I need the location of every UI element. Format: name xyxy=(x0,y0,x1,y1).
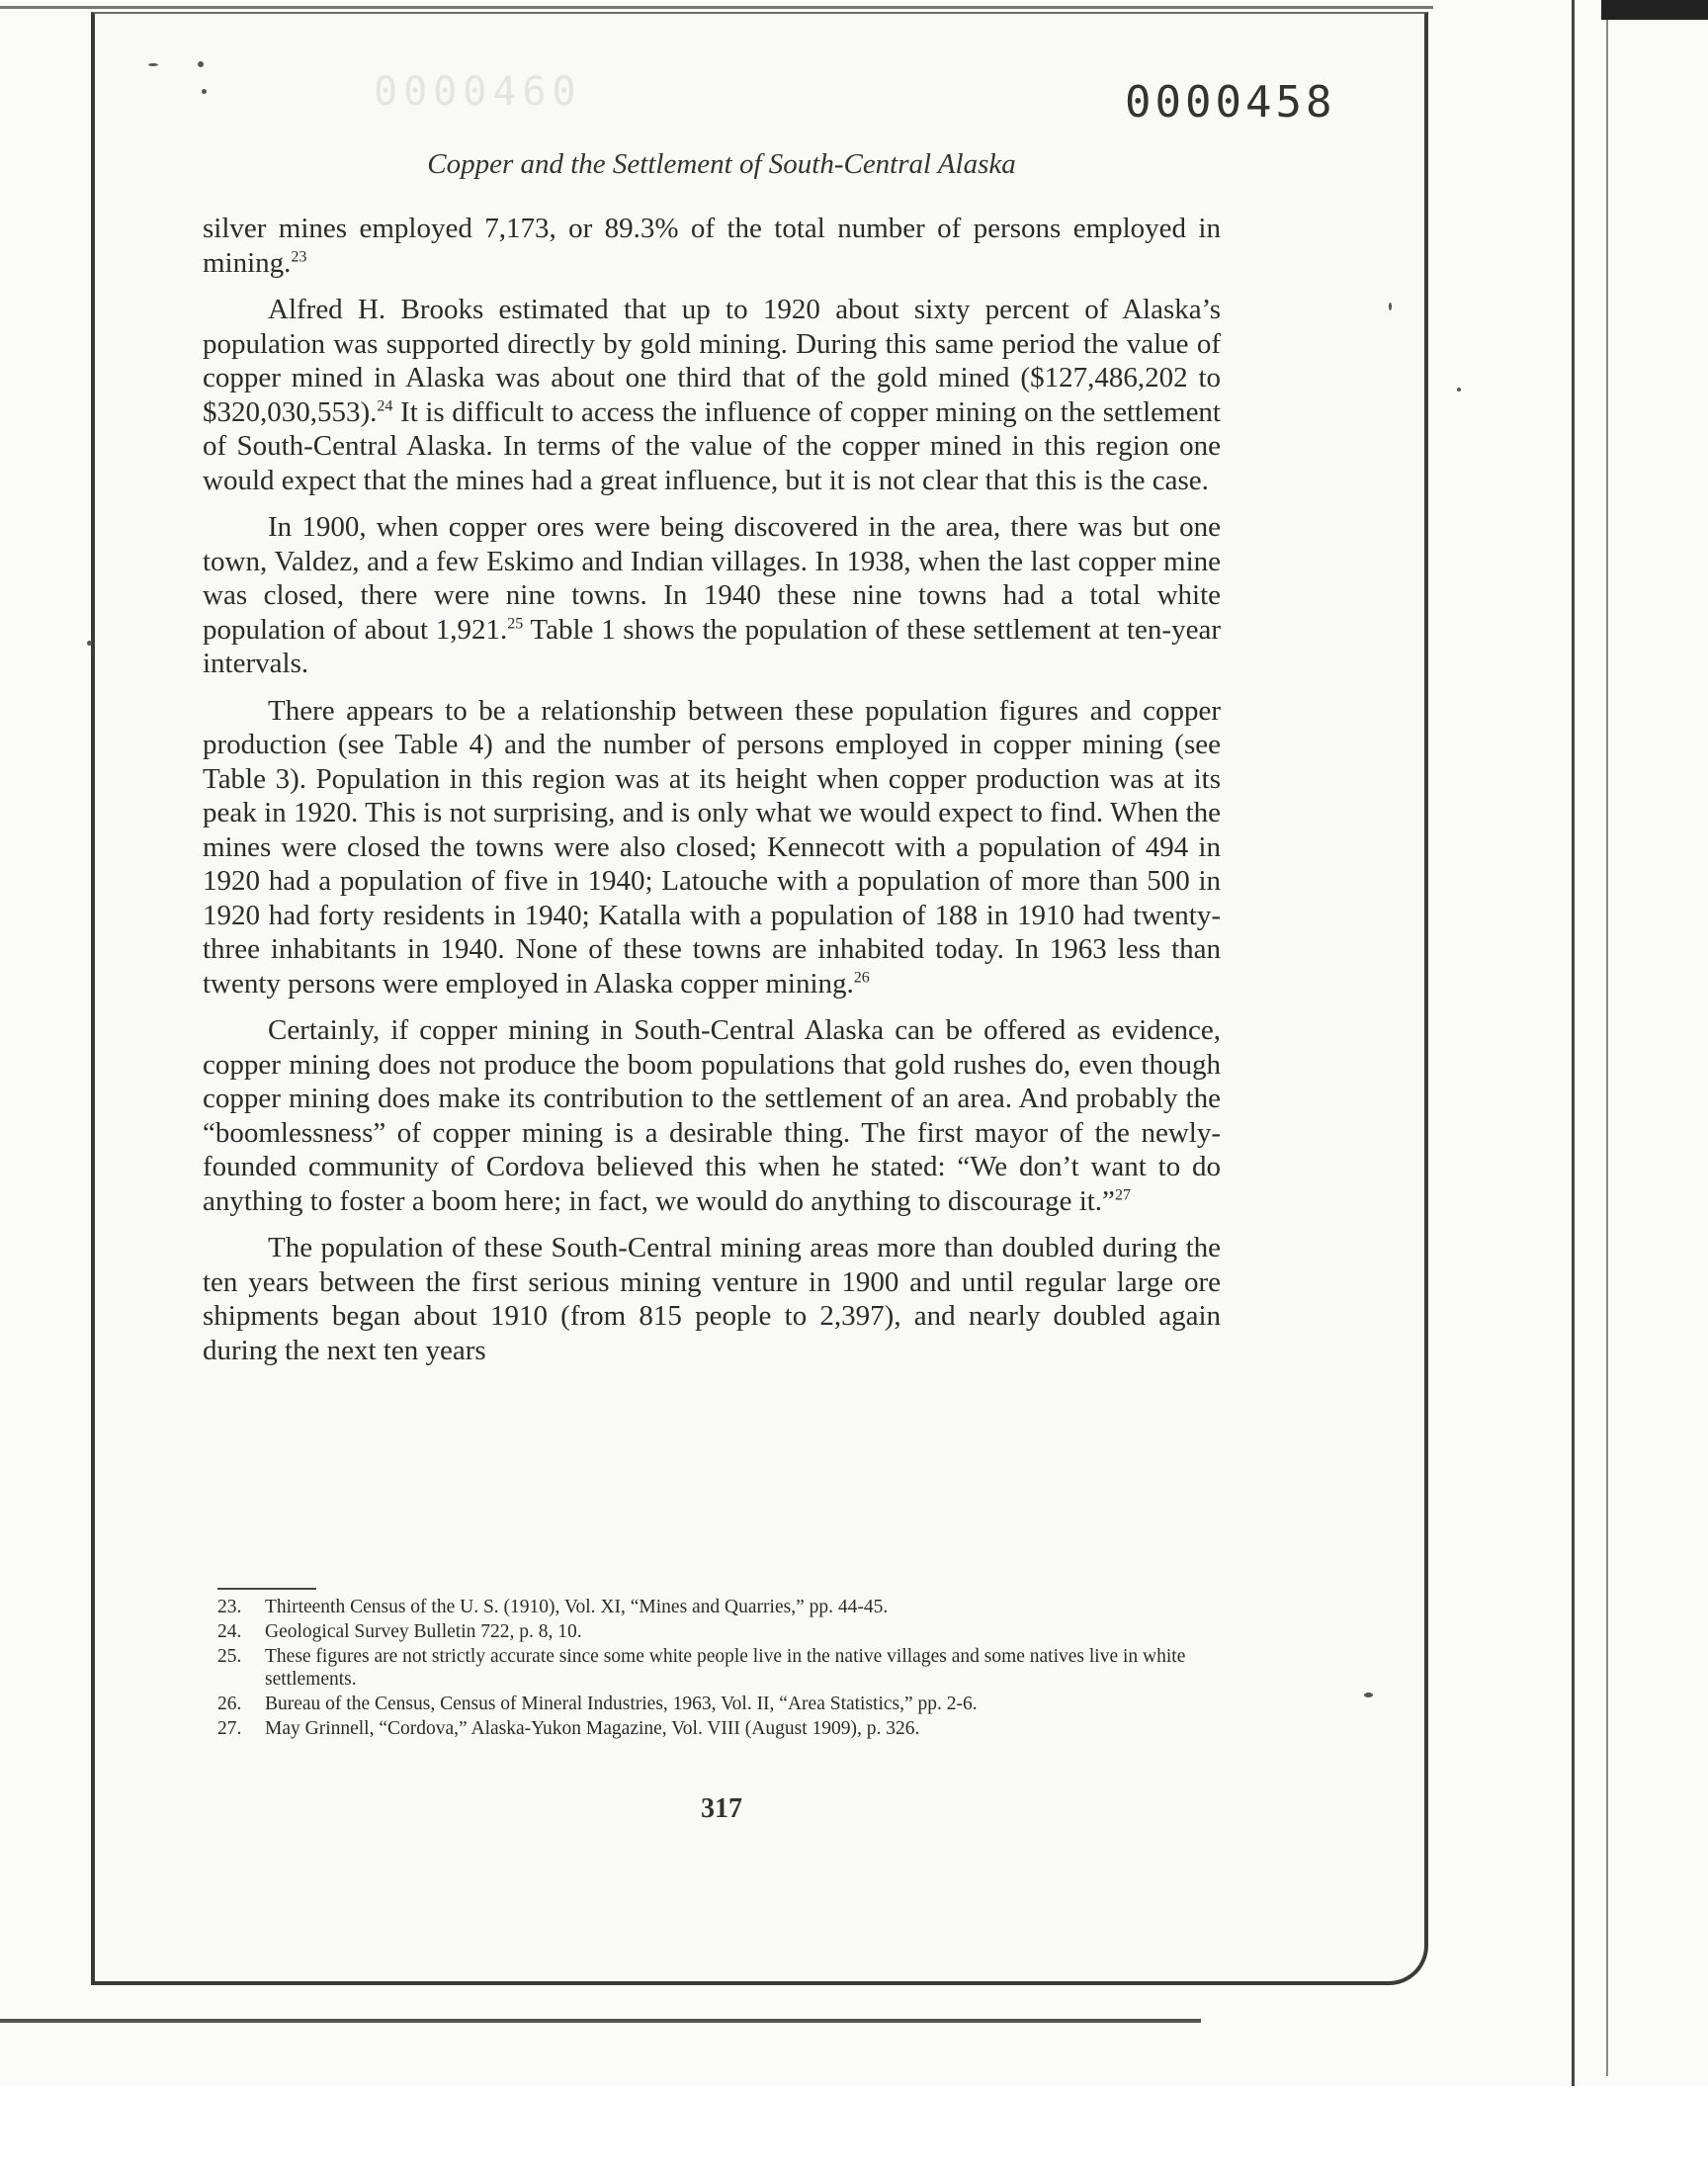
footnote-ref: 25 xyxy=(507,614,524,632)
paragraph: In 1900, when copper ores were being discovered in the area, there was but one town, Valdez, and a few Eskimo and Indian villages. In 1938, when the last copper mine was closed, there were nine towns. In 1940 these nine towns had a total white population of about 1,921.25 Table 1 shows the population of these settlement at ten-year intervals. xyxy=(203,511,1221,679)
scan-speck xyxy=(202,89,207,94)
scan-speck xyxy=(1364,1693,1373,1697)
footnote-ref: 23 xyxy=(291,247,307,265)
footnote-rule xyxy=(217,1588,316,1590)
running-head: Copper and the Settlement of South-Central Alaska xyxy=(427,148,1016,180)
footnote-ref: 27 xyxy=(1114,1185,1131,1203)
top-edge-line xyxy=(0,6,1433,9)
scan-speck xyxy=(1389,303,1392,310)
scan-speck xyxy=(1457,388,1461,392)
scan-margin xyxy=(0,2086,1708,2175)
footnote-ref: 26 xyxy=(853,968,870,986)
page-number: 317 xyxy=(701,1793,742,1824)
right-edge-line-outer xyxy=(1606,20,1608,2076)
footnote: 24. Geological Survey Bulletin 722, p. 8, 10. xyxy=(217,1621,582,1642)
footnote: 26. Bureau of the Census, Census of Mineral Industries, 1963, Vol. II, “Area Statistics,” pp. 2-6. xyxy=(217,1694,978,1714)
body-text xyxy=(203,212,1221,1380)
paragraph: There appears to be a relationship between these population figures and copper production (see Table 4) and the number of persons employed in copper mining (see Table 3). Population in this region was at its height when copper production was at its peak in 1920. This is not surprising, and is only what we would expect to find. When the mines were closed the towns were also closed; Kennecott with a population of 494 in 1920 had a population of five in 1940; Latouche with a population of more than 500 in 1920 had forty residents in 1940; Katalla with a population of 188 in 1910 had twenty-three inhabitants in 1940. None of these towns are inhabited today. In 1963 less than twenty persons were employed in Alaska copper mining.$^{26}$ xyxy=(203,694,1221,1000)
scan-speck xyxy=(148,63,158,66)
document-stamp-number: 0000458 xyxy=(1125,77,1336,128)
scan-speck xyxy=(198,61,204,67)
paragraph: The population of these South-Central mining areas more than doubled during the ten years between the first serious mining venture in 1900 and until regular large ore shipments began about 1910 (from 815 people to 2,397), and nearly doubled again during the next ten years xyxy=(203,1232,1221,1366)
bottom-edge-line xyxy=(0,2019,1201,2023)
footnote: 25. These figures are not strictly accurate since some white people live in the native villages and some natives live in white settlements. xyxy=(217,1646,1186,1690)
scan-speck xyxy=(87,641,92,646)
stamp-bleedthrough: 0000460 xyxy=(374,69,582,115)
footnote: 27. May Grinnell, “Cordova,” Alaska-Yukon Magazine, Vol. VIII (August 1909), p. 326. xyxy=(217,1718,920,1739)
footnotes xyxy=(217,1596,1236,1742)
footnote-ref: 24 xyxy=(377,396,393,414)
scan-corner-mark xyxy=(1601,0,1708,20)
paragraph: silver mines employed 7,173, or 89.3% of the total number of persons employed in mining.$^{23}$ xyxy=(203,213,1221,279)
footnote: 23. Thirteenth Census of the U. S. (1910), Vol. XI, “Mines and Quarries,” pp. 44-45. xyxy=(217,1597,889,1617)
paragraph: Certainly, if copper mining in South-Central Alaska can be offered as evidence, copper mining does not produce the boom populations that gold rushes do, even though copper mining does make its contribution to the settlement of an area. And probably the “boomlessness” of copper mining is a desirable thing. The first mayor of the newly-founded community of Cordova believed this when he stated: “We don’t want to do anything to foster a boom here; in fact, we would do anything to discourage it.”$^{27}$ xyxy=(203,1014,1221,1217)
paragraph: Alfred H. Brooks estimated that up to 1920 about sixty percent of Alaska’s population was supported directly by gold mining. During this same period the value of copper mined in Alaska was about one third that of the gold mined ($127,486,202 to $320,030,553).$^{24}$ It is difficult to access the influence of copper mining on the settlement of South-Central Alaska. In terms of the value of the copper mined in this region one would expect that the mines had a great influence, but it is not clear that this is the case. xyxy=(203,294,1221,496)
right-edge-line xyxy=(1572,0,1575,2086)
